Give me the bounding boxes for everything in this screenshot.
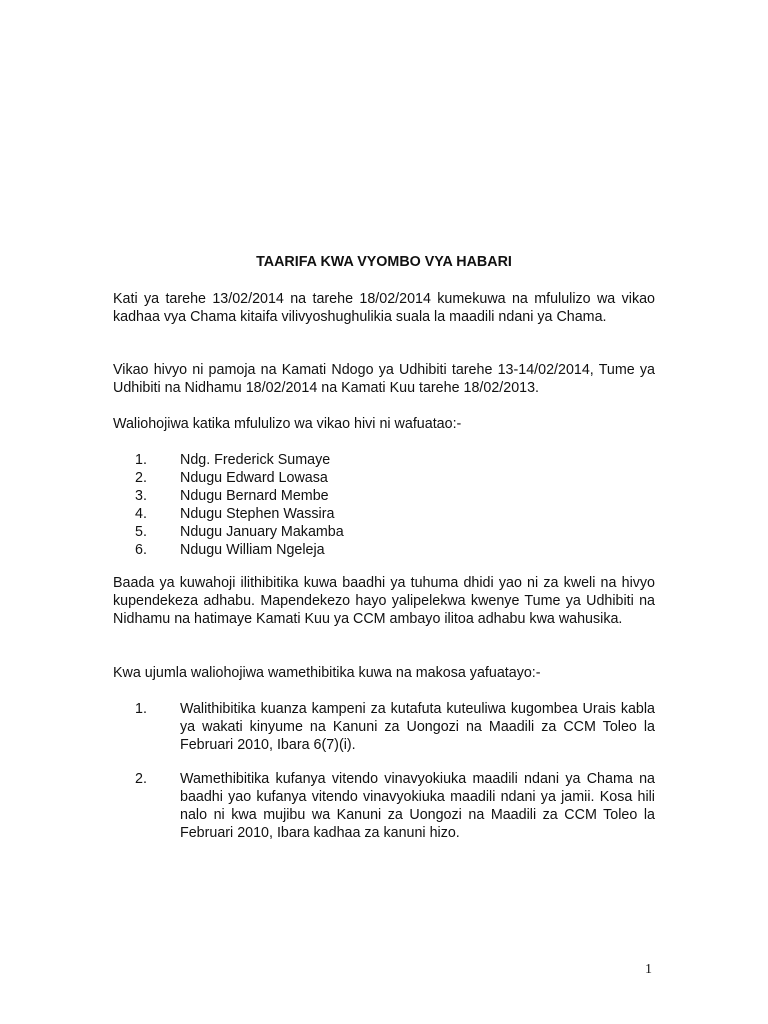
list-item	[113, 451, 655, 469]
list-item-number: 1.	[135, 452, 147, 468]
list-item	[113, 469, 655, 487]
persons-list	[113, 451, 655, 559]
offense-text: Wamethibitika kufanya vitendo vinavyokiuka maadili ndani ya Chama na baadhi yao kufanya vitendo vinavyokiuka maadili ndani ya jamii. Kosa hili nalo ni kwa mujibu wa Kanuni za Uongozi na Maadili za CCM Toleo la Februari 2010, Ibara kadhaa za kanuni hizo.	[180, 771, 655, 841]
offense-number: 1.	[135, 701, 147, 717]
list-item-name: Ndugu Stephen Wassira	[180, 506, 335, 522]
paragraph-findings: Baada ya kuwahoji ilithibitika kuwa baadhi ya tuhuma dhidi yao ni za kweli na hivyo kupendekeza adhabu. Mapendekezo hayo yalipelekwa kwenye Tume ya Udhibiti na Nidhamu na hatimaye Kamati Kuu ya CCM ambayo ilitoa adhabu kwa wahusika.	[113, 575, 655, 627]
document-title: TAARIFA KWA VYOMBO VYA HABARI	[256, 254, 512, 270]
list-item-name: Ndugu January Makamba	[180, 524, 344, 540]
list-item	[113, 505, 655, 523]
list-item-number: 6.	[135, 542, 147, 558]
list-item	[113, 523, 655, 541]
paragraph-interviewed-intro: Waliohojiwa katika mfululizo wa vikao hivi ni wafuatao:-	[113, 416, 462, 432]
list-item-number: 3.	[135, 488, 147, 504]
list-item-name: Ndugu William Ngeleja	[180, 542, 325, 558]
page-number: 1	[645, 962, 652, 977]
list-item-number: 5.	[135, 524, 147, 540]
paragraph-meetings: Vikao hivyo ni pamoja na Kamati Ndogo ya Udhibiti tarehe 13-14/02/2014, Tume ya Udhibiti na Nidhamu 18/02/2014 na Kamati Kuu tarehe 18/02/2013.	[113, 362, 655, 396]
offense-text: Walithibitika kuanza kampeni za kutafuta kuteuliwa kugombea Urais kabla ya wakati kinyume na Kanuni za Uongozi na Maadili za CCM Toleo la Februari 2010, Ibara 6(7)(i).	[180, 701, 655, 753]
list-item-name: Ndugu Bernard Membe	[180, 488, 329, 504]
list-item-name: Ndugu Edward Lowasa	[180, 470, 328, 486]
list-item-number: 4.	[135, 506, 147, 522]
offense-number: 2.	[135, 771, 147, 787]
list-item	[113, 541, 655, 559]
list-item-name: Ndg. Frederick Sumaye	[180, 452, 331, 468]
paragraph-intro: Kati ya tarehe 13/02/2014 na tarehe 18/02/2014 kumekuwa na mfululizo wa vikao kadhaa vya Chama kitaifa vilivyoshughulikia suala la maadili ndani ya Chama.	[113, 291, 655, 325]
paragraph-offenses-intro: Kwa ujumla waliohojiwa wamethibitika kuwa na makosa yafuatayo:-	[113, 665, 541, 681]
list-item-number: 2.	[135, 470, 147, 486]
list-item	[113, 487, 655, 505]
